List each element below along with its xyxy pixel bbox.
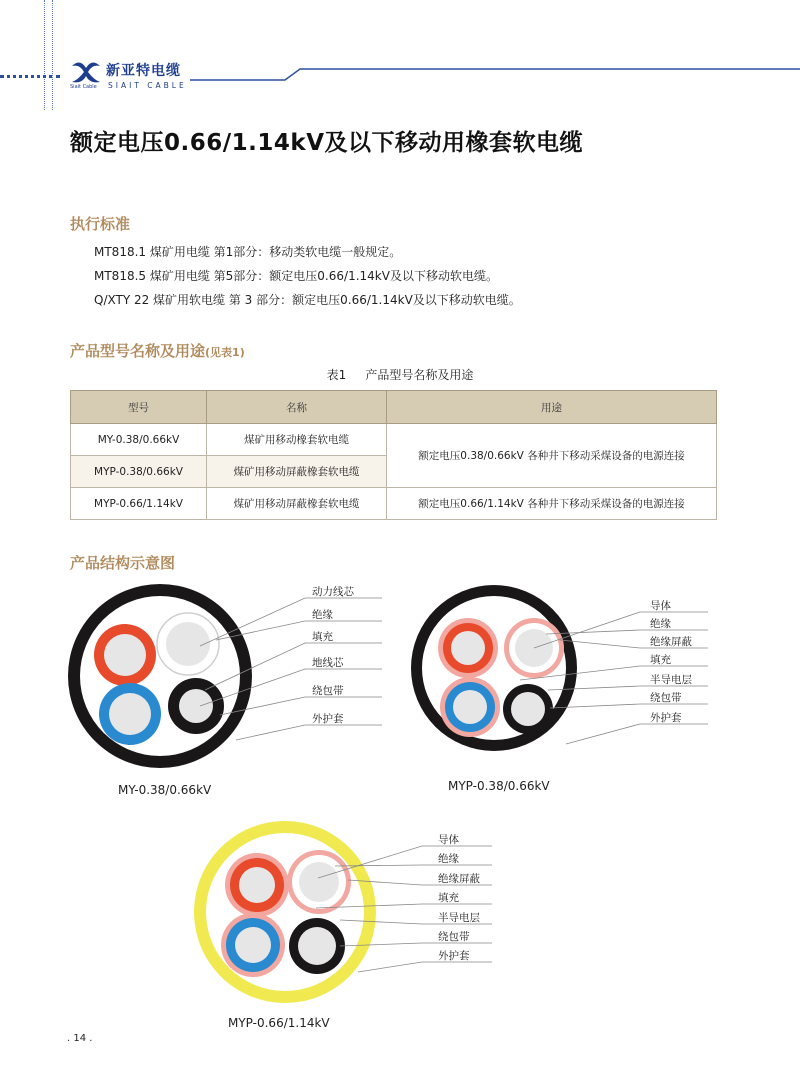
brand-logo-icon (70, 58, 102, 86)
cell-name: 煤矿用移动橡套软电缆 (207, 424, 387, 456)
cell-name: 煤矿用移动屏蔽橡套软电缆 (207, 488, 387, 520)
cell-model: MY-0.38/0.66kV (71, 424, 207, 456)
standard-item-2: MT818.5 煤矿用电缆 第5部分：额定电压0.66/1.14kV及以下移动软电缆。 (94, 269, 498, 283)
cell-usage: 额定电压0.66/1.14kV 各种井下移动采煤设备的电源连接 (387, 488, 717, 520)
page-number: . 14 . (67, 1033, 93, 1044)
diagram-myp2-label-conductor: 导体 (438, 834, 459, 846)
products-heading (70, 340, 245, 361)
diagram-myp2-label-insulation: 绝缘 (438, 853, 459, 865)
diagram-my-label-filler: 填充 (312, 631, 333, 643)
diagram-myp2-cross-section (194, 821, 376, 1003)
diagram-myp2-label-filler: 填充 (438, 892, 459, 904)
header-dotted-line-1 (44, 0, 45, 110)
brand-name-en: SIAIT CABLE (108, 81, 187, 90)
diagram-myp1-label-wrap-tape: 绕包带 (650, 692, 682, 704)
diagram-myp2-label-insulation-screen: 绝缘屏蔽 (438, 873, 480, 885)
cell-usage-merged: 额定电压0.38/0.66kV 各种井下移动采煤设备的电源连接 (387, 424, 717, 488)
products-heading-note: (见表1) (205, 346, 245, 359)
diagram-myp1-label-outer-sheath: 外护套 (650, 712, 682, 724)
diagram-myp2-model: MYP-0.66/1.14kV (228, 1016, 330, 1030)
diagram-myp2-label-semiconductive: 半导电层 (438, 912, 480, 924)
column-header-model: 型号 (71, 391, 207, 424)
diagram-my-label-insulation: 绝缘 (312, 609, 333, 621)
page-title: 额定电压0.66/1.14kV及以下移动用橡套软电缆 (70, 130, 583, 156)
diagram-my-label-outer-sheath: 外护套 (312, 713, 344, 725)
standard-item-3: Q/XTY 22 煤矿用软电缆 第 3 部分：额定电压0.66/1.14kV及以下移动软电缆。 (94, 293, 521, 307)
standard-item-1: MT818.1 煤矿用电缆 第1部分：移动类软电缆一般规定。 (94, 245, 402, 259)
cell-model: MYP-0.38/0.66kV (71, 456, 207, 488)
diagram-myp1-label-conductor: 导体 (650, 600, 671, 612)
products-heading-text: 产品型号名称及用途 (70, 342, 206, 360)
diagram-my-model: MY-0.38/0.66kV (118, 783, 212, 797)
header-dotted-line-2 (52, 0, 53, 110)
structure-heading: 产品结构示意图 (70, 554, 176, 572)
header-rule (190, 68, 800, 82)
standards-heading: 执行标准 (70, 215, 131, 233)
diagram-my-leader-lines (200, 598, 382, 740)
diagram-my-label-ground-core: 地线芯 (312, 657, 344, 669)
diagram-myp1-label-filler: 填充 (650, 654, 671, 666)
product-table (70, 390, 717, 520)
diagram-my-cross-section (68, 584, 252, 768)
diagram-myp1-cross-section (411, 585, 577, 751)
diagram-myp1-model: MYP-0.38/0.66kV (448, 779, 550, 793)
diagram-myp1-label-insulation: 绝缘 (650, 618, 671, 630)
table-caption: 表1 产品型号名称及用途 (326, 368, 474, 382)
column-header-usage: 用途 (387, 391, 717, 424)
diagram-myp1-label-insulation-screen: 绝缘屏蔽 (650, 636, 692, 648)
header-dotted-rule (0, 75, 60, 78)
brand-name-cn: 新亚特电缆 (106, 63, 181, 79)
diagram-myp2-label-outer-sheath: 外护套 (438, 950, 470, 962)
cell-name: 煤矿用移动屏蔽橡套软电缆 (207, 456, 387, 488)
diagram-myp1-label-semiconductive: 半导电层 (650, 674, 692, 686)
cell-model: MYP-0.66/1.14kV (71, 488, 207, 520)
table-row (71, 488, 717, 520)
diagram-my-label-power-core: 动力线芯 (312, 586, 354, 598)
diagram-myp2-label-wrap-tape: 绕包带 (438, 931, 470, 943)
diagram-my-label-wrap-tape: 绕包带 (312, 685, 344, 697)
table-row (71, 424, 717, 456)
brand-name-en-small: Siait Cable (70, 84, 97, 90)
column-header-name: 名称 (207, 391, 387, 424)
